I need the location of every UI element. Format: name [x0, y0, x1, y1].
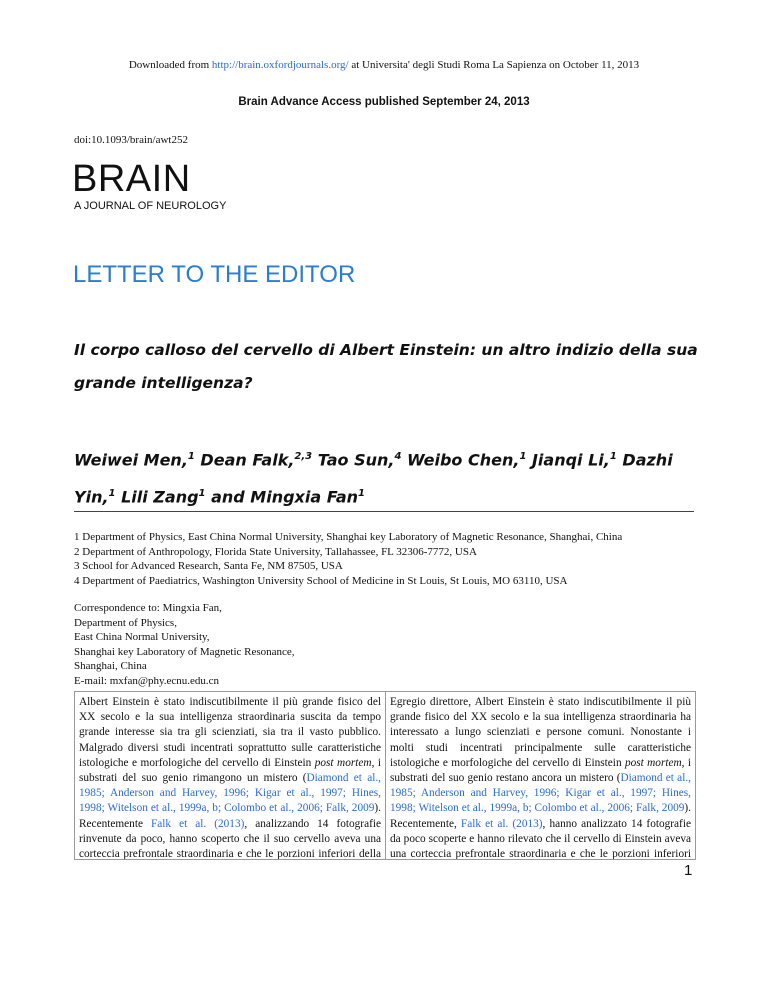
author-name: Dean Falk,	[194, 450, 295, 470]
author-name: Weiwei Men,	[74, 450, 188, 470]
citation-link[interactable]: Diamond et al., 1985; Anderson and Harvey, 1996; Kigar et al., 1997; Hines, 1998; Witelson et al., 1999a, b; Colombo et al., 2006; Falk, 2009	[79, 772, 381, 815]
doi: doi:10.1093/brain/awt252	[74, 134, 188, 146]
download-notice	[0, 59, 768, 71]
citation-link[interactable]: Falk et al. (2013)	[151, 817, 245, 830]
right-column-text	[385, 692, 695, 859]
author-name: Lili Zang	[115, 487, 199, 507]
author-affiliation-marker: 1	[609, 451, 617, 462]
author-affiliation-marker: 1	[519, 451, 527, 462]
download-suffix: at Universita' degli Studi Roma La Sapienza on October 11, 2013	[348, 59, 640, 71]
author-name: and Mingxia Fan	[205, 487, 358, 507]
body-text: , analizzando 14 fotografie rinvenute da poco, hanno scoperto che il suo cervello aveva una corteccia prefrontale straordinaria e che le porzioni inferiori della	[79, 817, 382, 859]
author-name: Tao Sun,	[312, 450, 395, 470]
correspondence-email: E-mail: mxfan@phy.ecnu.edu.cn	[74, 674, 220, 687]
page-number: 1	[684, 862, 693, 879]
author-affiliation-marker: 1	[198, 488, 206, 500]
body-text: , hanno analizzato 14 fotografie da poco scoperte e hanno rilevato che il cervello di Einstein aveva una corteccia prefrontale straordinaria e che le porzioni inferiori	[390, 817, 691, 859]
body-text: , i substrati del suo genio rimangono un mistero (	[79, 756, 381, 785]
citation-link[interactable]: Diamond et al., 1985; Anderson and Harvey, 1996; Kigar et al., 1997; Hines, 1998; Witelson et al., 1999a, b; Colombo et al., 2006; Falk, 2009	[390, 772, 691, 815]
download-link[interactable]: http://brain.oxfordjournals.org/	[211, 59, 349, 71]
correspondence-line: Shanghai key Laboratory of Magnetic Resonance,	[74, 645, 295, 658]
body-text: ). Recentemente	[79, 802, 381, 830]
affiliations	[74, 530, 622, 588]
author-name: Jianqi Li,	[526, 450, 610, 470]
article-title: Il corpo calloso del cervello di Albert Einstein: un altro indizio della sua grande intelligenza?	[74, 341, 698, 392]
body-text: , i substrati del suo genio restano ancora un mistero (	[390, 756, 691, 785]
left-column-text	[75, 692, 385, 859]
author-list	[74, 440, 704, 515]
author-affiliation-marker: 4	[394, 451, 402, 462]
italic-term: post mortem	[624, 756, 682, 769]
body-text: Albert Einstein è stato indiscutibilmente il più grande fisico del XX secolo e la sua intelligenza straordinaria suscita da tempo grande interesse sia tra gli scienziati, sia tra il vasto pubblico. Malgrado diversi studi incentrati soprattutto sulle caratteristiche istologiche e morfologiche del cervello di Einstein	[79, 696, 381, 769]
journal-name: BRAIN	[72, 158, 191, 200]
correspondence-line: Department of Physics,	[74, 616, 177, 629]
correspondence	[74, 601, 295, 688]
correspondence-line: East China Normal University,	[74, 631, 210, 643]
author-affiliation-marker: 1	[108, 488, 116, 500]
affiliation-4: 4 Department of Paediatrics, Washington University School of Medicine in St Louis, St Louis, MO 63110, USA	[74, 574, 568, 587]
body-text: Egregio direttore, Albert Einstein è stato indiscutibilmente il più grande fisico del XX secolo e la sua intelligenza straordinaria ha interessato a lungo scienziati e persone comuni. Nonostante i molti studi incentrati principalmente sulle caratteristiche istologiche e morfologiche del cervello di Einstein	[390, 696, 691, 769]
italic-term: post mortem	[314, 756, 372, 769]
author-name: Dazhi Yin,	[74, 450, 673, 507]
author-affiliation-marker: 1	[187, 451, 195, 462]
correspondence-line: Shanghai, China	[74, 660, 147, 672]
download-prefix: Downloaded from	[128, 59, 212, 71]
author-name: Weibo Chen,	[401, 450, 520, 470]
affiliation-1: 1 Department of Physics, East China Normal University, Shanghai key Laboratory of Magnetic Resonance, Shanghai, China	[74, 531, 623, 543]
affiliation-2: 2 Department of Anthropology, Florida State University, Tallahassee, FL 32306-7772, USA	[74, 545, 477, 558]
correspondence-line: Correspondence to: Mingxia Fan,	[74, 602, 222, 614]
body-text: ). Recentemente,	[390, 802, 691, 830]
advance-access-notice: Brain Advance Access published September 24, 2013	[238, 96, 530, 108]
author-affiliation-marker: 1	[358, 488, 365, 500]
affiliation-3: 3 School for Advanced Research, Santa Fe, NM 87505, USA	[74, 560, 343, 572]
section-heading: LETTER TO THE EDITOR	[73, 261, 356, 288]
bilingual-text-table	[74, 691, 696, 860]
citation-link[interactable]: Falk et al. (2013)	[460, 817, 543, 830]
author-affiliation-marker: 2,3	[294, 451, 313, 462]
journal-subtitle: A JOURNAL OF NEUROLOGY	[74, 200, 227, 212]
divider	[74, 511, 694, 512]
